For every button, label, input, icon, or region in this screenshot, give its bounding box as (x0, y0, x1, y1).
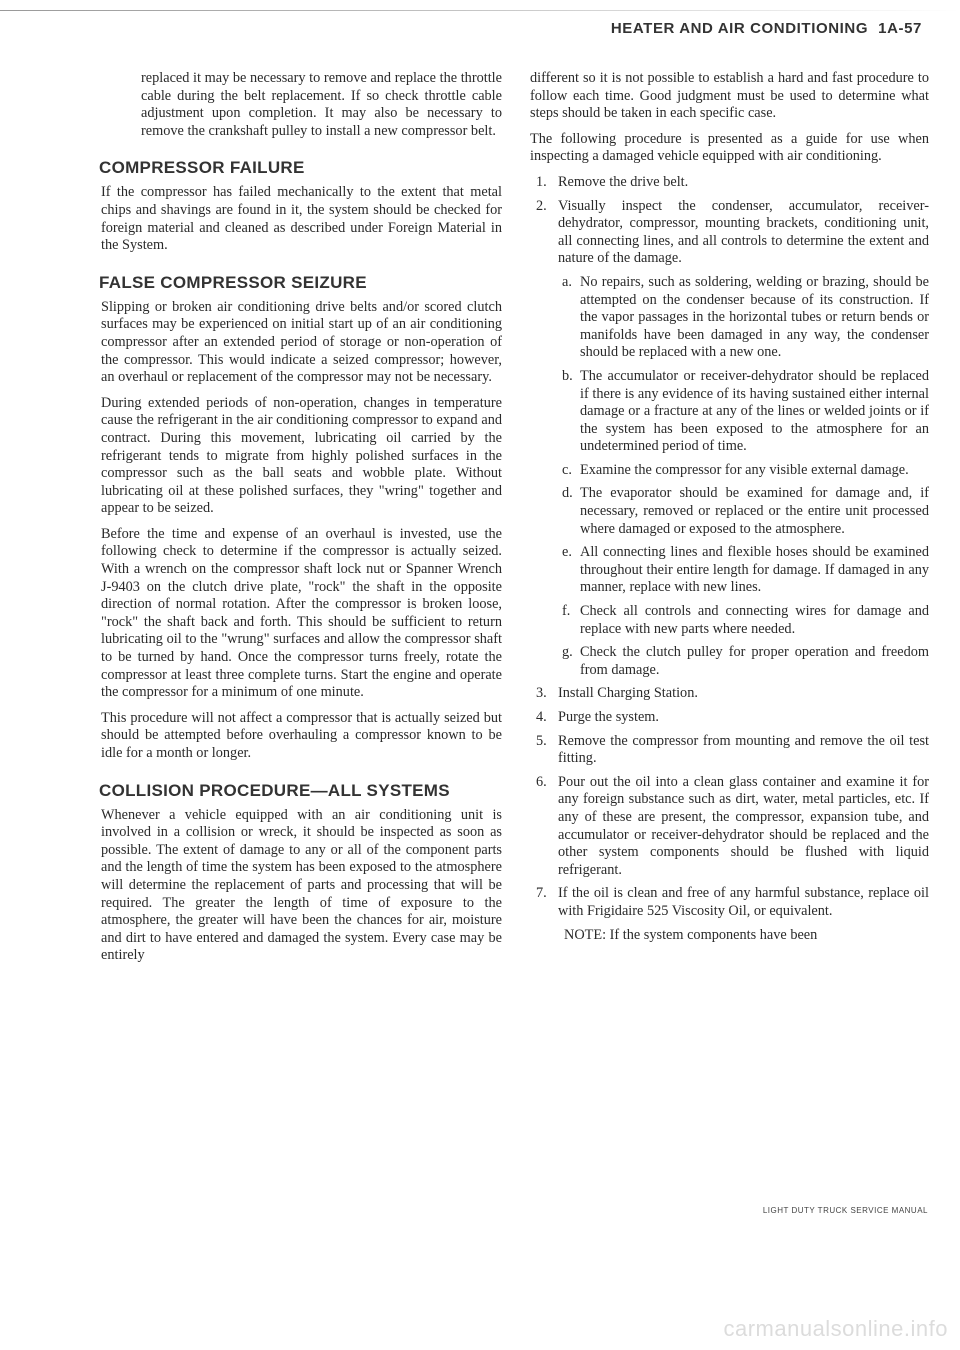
step-number: 7. (536, 885, 547, 902)
step-number: 3. (536, 685, 547, 702)
sub-list-item (558, 644, 929, 679)
page-header (611, 20, 922, 37)
list-item (530, 733, 929, 768)
step-text: Visually inspect the condenser, accumulator, receiver-dehydrator, compressor, mounting brackets, conditioning unit, all connecting lines, and all controls to determine the extent and nature of the damage. (558, 197, 929, 267)
step-number: 6. (536, 773, 547, 790)
page-number: 1A-57 (878, 20, 922, 37)
sub-letter: b. (562, 367, 573, 384)
step-number: 2. (536, 197, 547, 214)
list-item (530, 174, 929, 192)
sub-letter: g. (562, 644, 573, 661)
step-text: If the oil is clean and free of any harmful substance, replace oil with Frigidaire 525 Viscosity Oil, or equivalent. (558, 885, 929, 919)
sub-text: The evaporator should be examined for damage and, if necessary, removed or replaced or the entire unit processed where damaged or exposed to the atmosphere. (580, 485, 929, 537)
paragraph: different so it is not possible to establish a hard and fast procedure to follow each time. Good judgment must be used to determine what steps should be taken in each specific case. (530, 70, 929, 122)
step-text: Install Charging Station. (558, 685, 698, 702)
right-column (530, 70, 929, 950)
list-item (530, 198, 929, 268)
sub-list-item (558, 603, 929, 638)
list-item (530, 709, 929, 727)
list-item (530, 774, 929, 880)
sub-list-item (558, 485, 929, 538)
paragraph: The following procedure is presented as a guide for use when inspecting a damaged vehicle equipped with air conditioning. (530, 130, 929, 165)
sub-letter: a. (562, 273, 572, 290)
paragraph: This procedure will not affect a compressor that is actually seized but should be attempted before overhauling a compressor known to be idle for a month or longer. (101, 709, 502, 761)
sub-list-item (558, 544, 929, 597)
step-number: 1. (536, 173, 547, 190)
sub-letter: d. (562, 485, 573, 502)
watermark: carmanualsonline.info (723, 1316, 948, 1341)
sub-text: Check the clutch pulley for proper operation and freedom from damage. (580, 644, 929, 678)
note-text: NOTE: If the system components have been (564, 926, 818, 943)
list-item (530, 885, 929, 920)
step-text: Purge the system. (558, 709, 659, 725)
heading-false-compressor-seizure: FALSE COMPRESSOR SEIZURE (99, 272, 367, 292)
sub-text: All connecting lines and flexible hoses should be examined throughout their entire length for damage. If damaged in any manner, replace with new lines. (580, 544, 929, 596)
paragraph: Before the time and expense of an overhaul is invested, use the following check to determine if the compressor is actually seized. With a wrench on the compressor shaft lock nut or Spanner Wrench J-9403 on the clutch drive plate, "rock" the shaft in the opposite direction of normal rotation. After the compressor is broken loose, "rock" the shaft back and forth. This should be sufficient to return lubricating oil to the "wrung" surfaces and allow the compressor shaft to be turned by hand. Once the compressor turns freely, rotate the compressor at least three complete turns. Start the engine and operate the compressor for a minimum of one minute. (101, 525, 502, 701)
sub-letter: e. (562, 544, 572, 561)
paragraph: If the compressor has failed mechanically to the extent that metal chips and shavings are found in it, the system should be checked for foreign material and cleaned as described under Foreign Material in the System. (101, 184, 502, 254)
sub-letter: f. (562, 603, 571, 620)
step-text: Remove the compressor from mounting and remove the oil test fitting. (558, 732, 929, 767)
paragraph: Slipping or broken air conditioning drive belts and/or scored clutch surfaces may be experienced on initial start up of an air conditioning compressor after an extended period of storage or non-operation of the compressor. This would indicate a seized compressor; however, an overhaul or replacement of the compressor may not be necessary. (101, 298, 502, 386)
sub-list-item (558, 274, 929, 362)
sub-list-item (558, 368, 929, 456)
heading-compressor-failure: COMPRESSOR FAILURE (99, 158, 305, 178)
intro-paragraph: replaced it may be necessary to remove and replace the throttle cable during the belt replacement. If so check throttle cable adjustment upon completion. It may also be necessary to remove the crankshaft pulley to install a new compressor belt. (141, 70, 502, 139)
step-number: 4. (536, 709, 547, 725)
step-text: Pour out the oil into a clean glass container and examine it for any foreign substance such as dirt, water, metal particles, etc. If any of these are present, the compressor, expansion tube, and accumulator or receiver-dehydrator should be replaced and the other system components should be flushed with liquid refrigerant. (558, 773, 929, 878)
sub-list-item (558, 462, 929, 480)
list-item (530, 685, 929, 703)
paragraph: Whenever a vehicle equipped with an air conditioning unit is involved in a collision or wreck, it should be inspected as soon as possible. The extent of damage to any or all of the component parts and the length of time the system has been exposed to the atmosphere will determine the replacement of parts and processing that will be required. The greater the length of time of exposure to the atmosphere, the greater will have been the chances for air, moisture and dirt to have entered and damaged the system. Every case may be entirely (101, 806, 502, 964)
top-rule (0, 10, 960, 11)
left-column (101, 70, 502, 973)
sub-text: Check all controls and connecting wires for damage and replace with new parts where needed. (580, 603, 929, 637)
sub-text: No repairs, such as soldering, welding or brazing, should be attempted on the condenser because of its construction. If the vapor passages in the horizontal tubes or return bends or manifolds have been damaged in any way, the condenser should be replaced with a new one. (580, 273, 929, 361)
step-text: Remove the drive belt. (558, 173, 689, 190)
section-title: HEATER AND AIR CONDITIONING (610, 20, 869, 37)
step-number: 5. (536, 732, 547, 749)
sub-text: The accumulator or receiver-dehydrator should be replaced if there is any evidence of its having sustained either internal damage or a fracture at any of the lines or welded joints or if the system has been exposed to the atmosphere for an undetermined period of time. (580, 367, 929, 455)
paragraph: During extended periods of non-operation, changes in temperature cause the refrigerant in the air conditioning compressor to expand and contract. During this movement, lubricating oil carried by the refrigerant tends to migrate from highly polished surfaces in the compressor such as the ball seats and wobble plate. Without lubricating oil at these polished surfaces, they "wring" together and appear to be seized. (101, 394, 502, 517)
heading-collision-procedure: COLLISION PROCEDURE—ALL SYSTEMS (99, 780, 450, 800)
manual-footer: LIGHT DUTY TRUCK SERVICE MANUAL (762, 1206, 928, 1215)
sub-letter: c. (562, 461, 572, 478)
sub-text: Examine the compressor for any visible external damage. (580, 461, 909, 478)
